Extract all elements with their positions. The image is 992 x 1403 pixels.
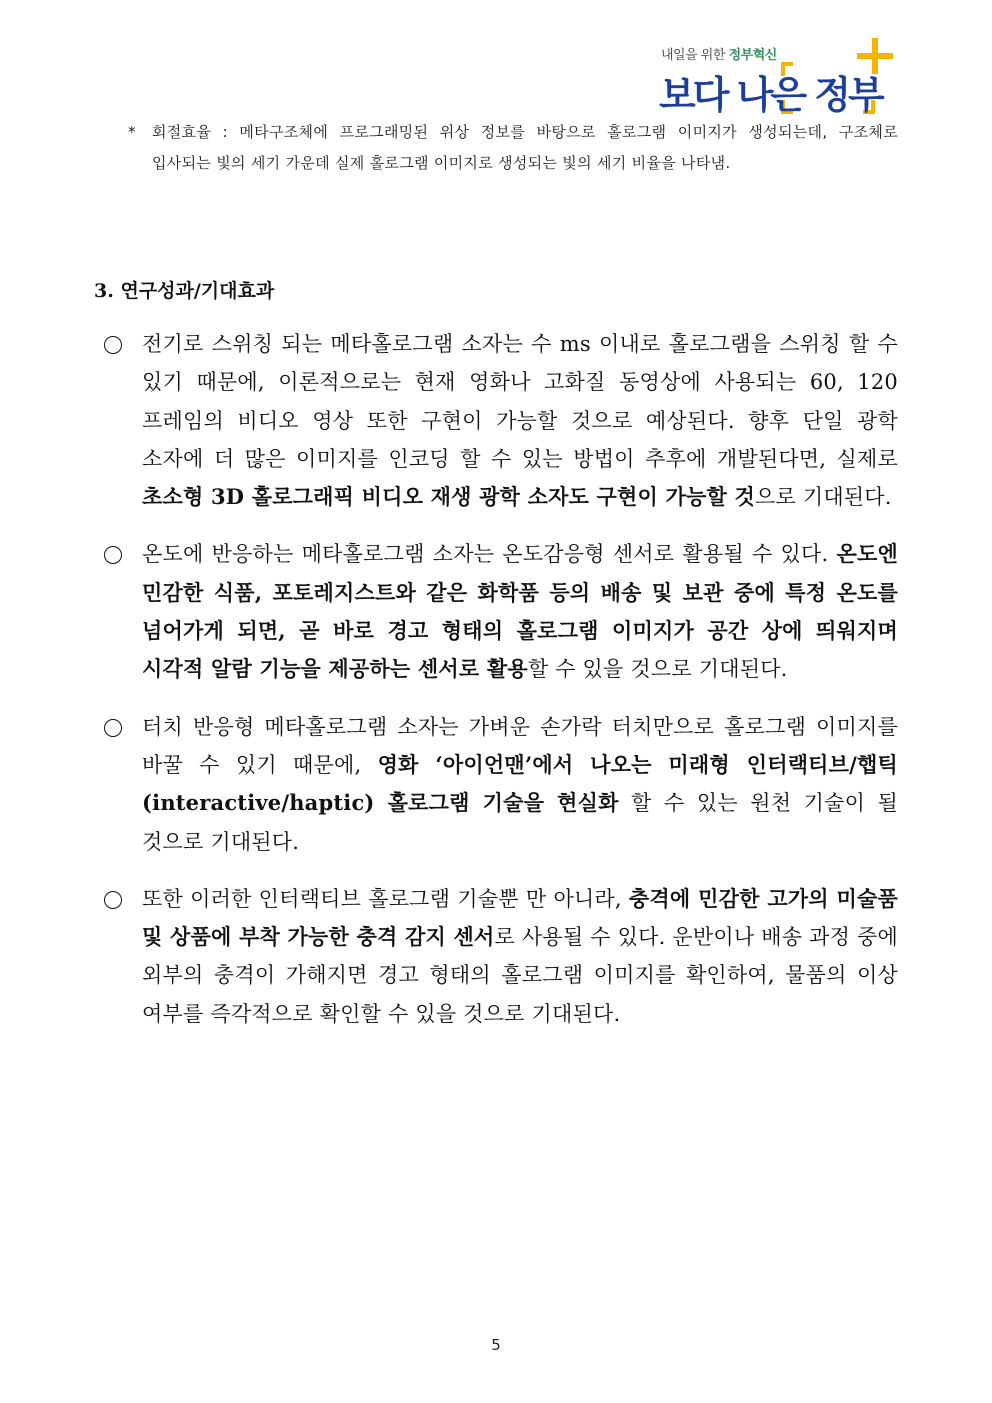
bullet-item	[104, 325, 898, 516]
government-innovation-logo	[655, 34, 905, 124]
bullet-text	[142, 880, 898, 1033]
bullet-segment: 또한 이러한 인터랙티브 홀로그램 기술뿐 만 아니라,	[142, 886, 629, 911]
bullet-segment-bold: 온도엔 민감한 식품, 포토레지스트와 같은 화학품 등의 배송 및 보관 중에 특정 온도를 넘어가게 되면, 곧 바로 경고 형태의 홀로그램 이미지가 공간 상에 띄워지며 시각적 알람 기능을 제공하는 센서로 활용	[142, 541, 898, 682]
bullet-list	[104, 325, 898, 1052]
logo-tagline	[661, 44, 777, 63]
bullet-segment-bold: 초소형 3D 홀로그래픽 비디오 재생 광학 소자도 구현이 가능할 것	[142, 484, 755, 510]
bullet-segment-bold: 충격에 민감한 고가의 미술품 및 상품에 부착 가능한 충격 감지 센서	[142, 885, 898, 950]
bullet-segment: 터치 반응형 메타홀로그램 소자는 가벼운 손가락 터치만으로 홀로그램 이미지를 바꿀 수 있기 때문에,	[142, 714, 898, 777]
logo-tagline-accent: 정부혁신	[728, 48, 777, 63]
circle-bullet-icon	[104, 880, 142, 1033]
footnote-text: 회절효율 : 메타구조체에 프로그래밍된 위상 정보를 바탕으로 홀로그램 이미지가 생성되는데, 구조체로 입사되는 빛의 세기 가운데 실제 홀로그램 이미지로 생성되는 빛의 세기 비율을 나타냄.	[152, 123, 898, 172]
logo-main-text: 보다 나은 정부	[659, 73, 882, 117]
bullet-text	[142, 535, 898, 688]
bullet-segment-bold: 영화 ‘아이언맨’에서 나오는 미래형 인터랙티브/햅틱(interactive/haptic) 홀로그램 기술을 현실화	[142, 751, 898, 816]
bullet-segment: 로 사용될 수 있다. 운반이나 배송 과정 중에 외부의 충격이 가해지면 경고 형태의 홀로그램 이미지를 확인하여, 물품의 이상 여부를 즉각적으로 확인할 수 있을 것으로 기대된다.	[142, 925, 898, 1026]
bullet-item	[104, 535, 898, 688]
circle-bullet-icon	[104, 325, 142, 516]
bullet-segment: 으로 기대된다.	[754, 485, 892, 510]
logo-tagline-prefix: 내일을 위한	[661, 48, 725, 63]
bullet-text	[142, 325, 898, 516]
footnote-mark: *	[128, 123, 136, 141]
section-heading: 3. 연구성과/기대효과	[94, 280, 275, 302]
bullet-text	[142, 708, 898, 861]
bullet-item	[104, 880, 898, 1033]
bullet-segment: 할 수 있는 원천 기술이 될 것으로 기대된다.	[142, 791, 898, 854]
circle-bullet-icon	[104, 535, 142, 688]
page-number: 5	[491, 1336, 501, 1354]
circle-bullet-icon	[104, 708, 142, 861]
bullet-item	[104, 708, 898, 861]
bullet-segment: 할 수 있을 것으로 기대된다.	[527, 657, 788, 682]
bullet-segment: 전기로 스위칭 되는 메타홀로그램 소자는 수 ms 이내로 홀로그램을 스위칭 할 수 있기 때문에, 이론적으로는 현재 영화나 고화질 동영상에 사용되는 60, 120 프레임의 비디오 영상 또한 구현이 가능할 것으로 예상된다. 향후 단일 광학 소자에 더 많은 이미지를 인코딩 할 수 있는 방법이 추후에 개발된다면, 실제로	[142, 332, 898, 471]
bullet-segment: 온도에 반응하는 메타홀로그램 소자는 온도감응형 센서로 활용될 수 있다.	[142, 542, 837, 567]
footnote	[128, 117, 898, 179]
